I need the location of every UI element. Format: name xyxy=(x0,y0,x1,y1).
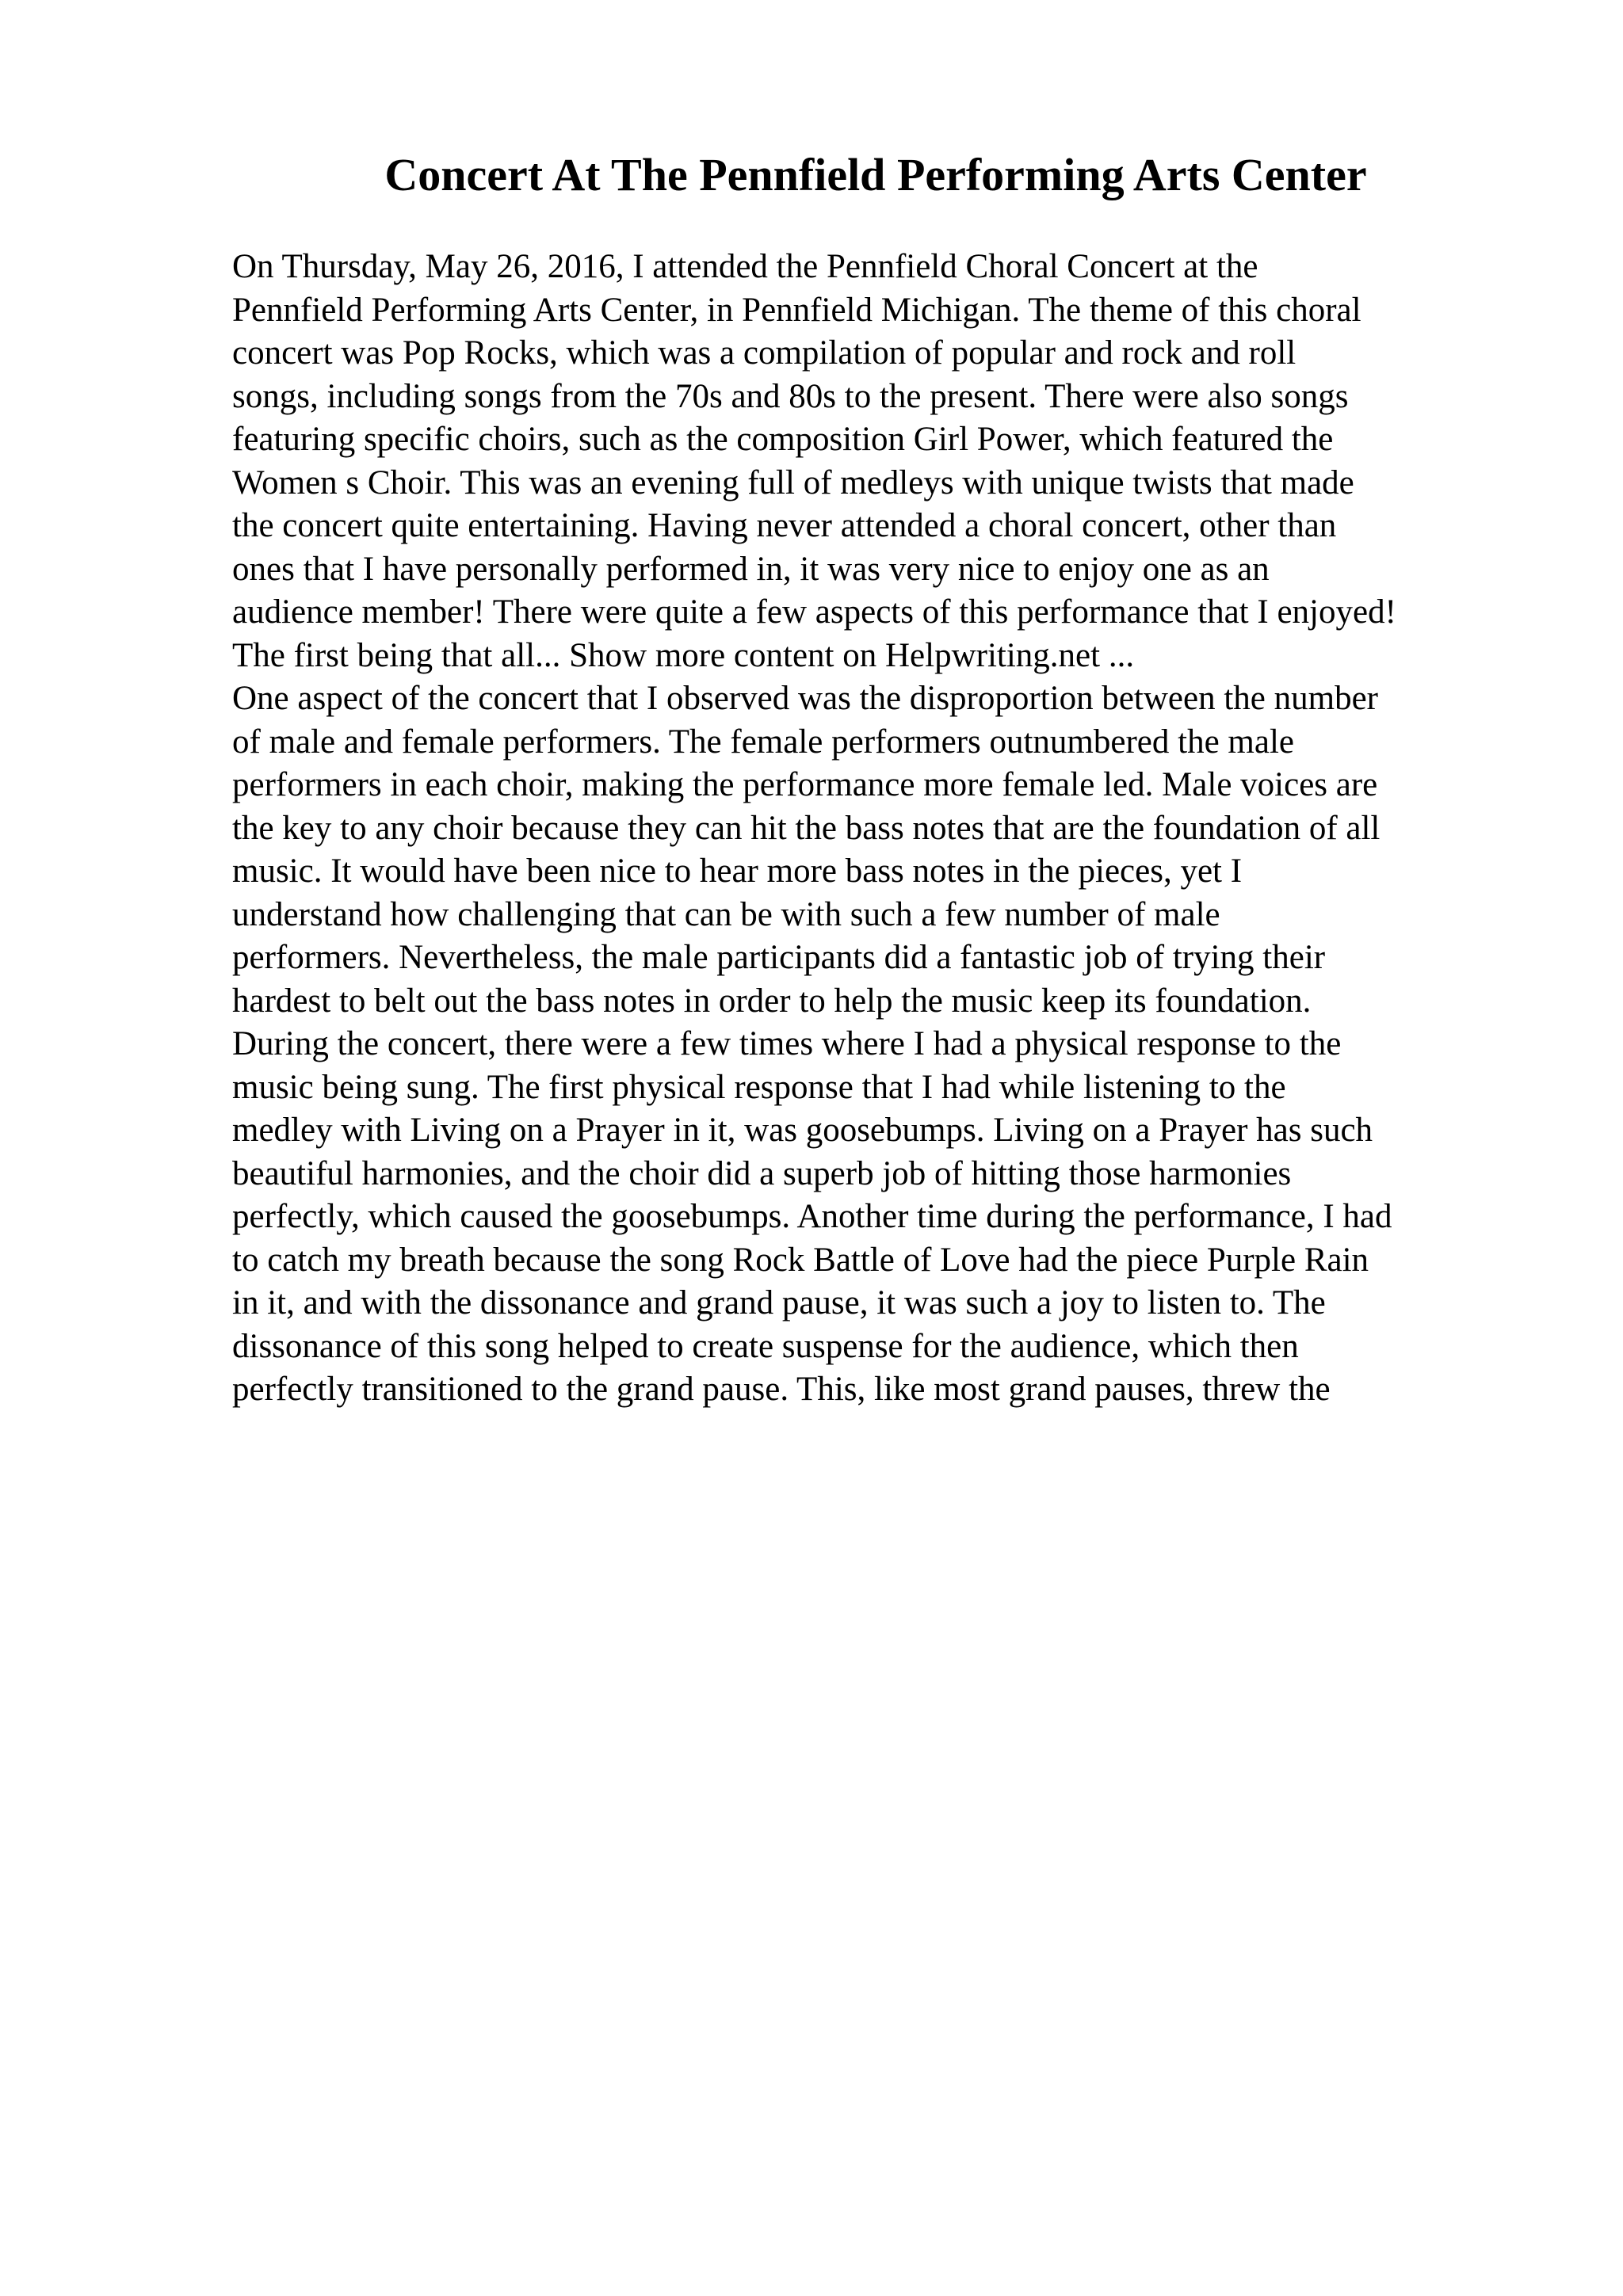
body-line: dissonance of this song helped to create suspense for the audience, which then xyxy=(232,1327,1299,1365)
document-body xyxy=(232,246,1500,1412)
body-line: music being sung. The first physical response that I had while listening to the xyxy=(232,1068,1286,1106)
body-line: performers in each choir, making the performance more female led. Male voices are xyxy=(232,766,1378,803)
body-line: performers. Nevertheless, the male participants did a fantastic job of trying their xyxy=(232,939,1326,976)
body-line: the key to any choir because they can hit the bass notes that are the foundation of all xyxy=(232,809,1381,847)
body-line: ones that I have personally performed in, it was very nice to enjoy one as an xyxy=(232,550,1270,588)
body-line: medley with Living on a Prayer in it, was goosebumps. Living on a Prayer has such xyxy=(232,1112,1373,1149)
body-line: On Thursday, May 26, 2016, I attended the Pennfield Choral Concert at the xyxy=(232,248,1258,285)
body-line: songs, including songs from the 70s and 80s to the present. There were also songs xyxy=(232,377,1349,415)
body-line: One aspect of the concert that I observed was the disproportion between the number xyxy=(232,680,1378,717)
body-line: Pennfield Performing Arts Center, in Pennfield Michigan. The theme of this choral xyxy=(232,291,1361,329)
body-line: perfectly transitioned to the grand pause. This, like most grand pauses, threw the xyxy=(232,1371,1331,1408)
body-line: hardest to belt out the bass notes in order to help the music keep its foundation. xyxy=(232,982,1312,1020)
body-line: perfectly, which caused the goosebumps. Another time during the performance, I had xyxy=(232,1198,1392,1235)
body-line: the concert quite entertaining. Having never attended a choral concert, other than xyxy=(232,507,1337,544)
body-line: music. It would have been nice to hear more bass notes in the pieces, yet I xyxy=(232,852,1243,890)
body-line: beautiful harmonies, and the choir did a superb job of hitting those harmonies xyxy=(232,1154,1292,1192)
body-line: concert was Pop Rocks, which was a compilation of popular and rock and roll xyxy=(232,334,1296,372)
body-line: The first being that all... Show more content on Helpwriting.net ... xyxy=(232,636,1135,674)
document-title: Concert At The Pennfield Performing Arts Center xyxy=(384,149,1367,200)
body-line: featuring specific choirs, such as the composition Girl Power, which featured the xyxy=(232,421,1334,458)
body-line: to catch my breath because the song Rock Battle of Love had the piece Purple Rain xyxy=(232,1241,1369,1279)
body-line: of male and female performers. The female performers outnumbered the male xyxy=(232,723,1294,761)
body-line: During the concert, there were a few times where I had a physical response to the xyxy=(232,1025,1342,1062)
body-line: understand how challenging that can be with such a few number of male xyxy=(232,895,1220,933)
body-line: in it, and with the dissonance and grand pause, it was such a joy to listen to. The xyxy=(232,1284,1326,1322)
body-line: audience member! There were quite a few aspects of this performance that I enjoyed! xyxy=(232,593,1396,631)
body-line: Women s Choir. This was an evening full of medleys with unique twists that made xyxy=(232,463,1354,502)
